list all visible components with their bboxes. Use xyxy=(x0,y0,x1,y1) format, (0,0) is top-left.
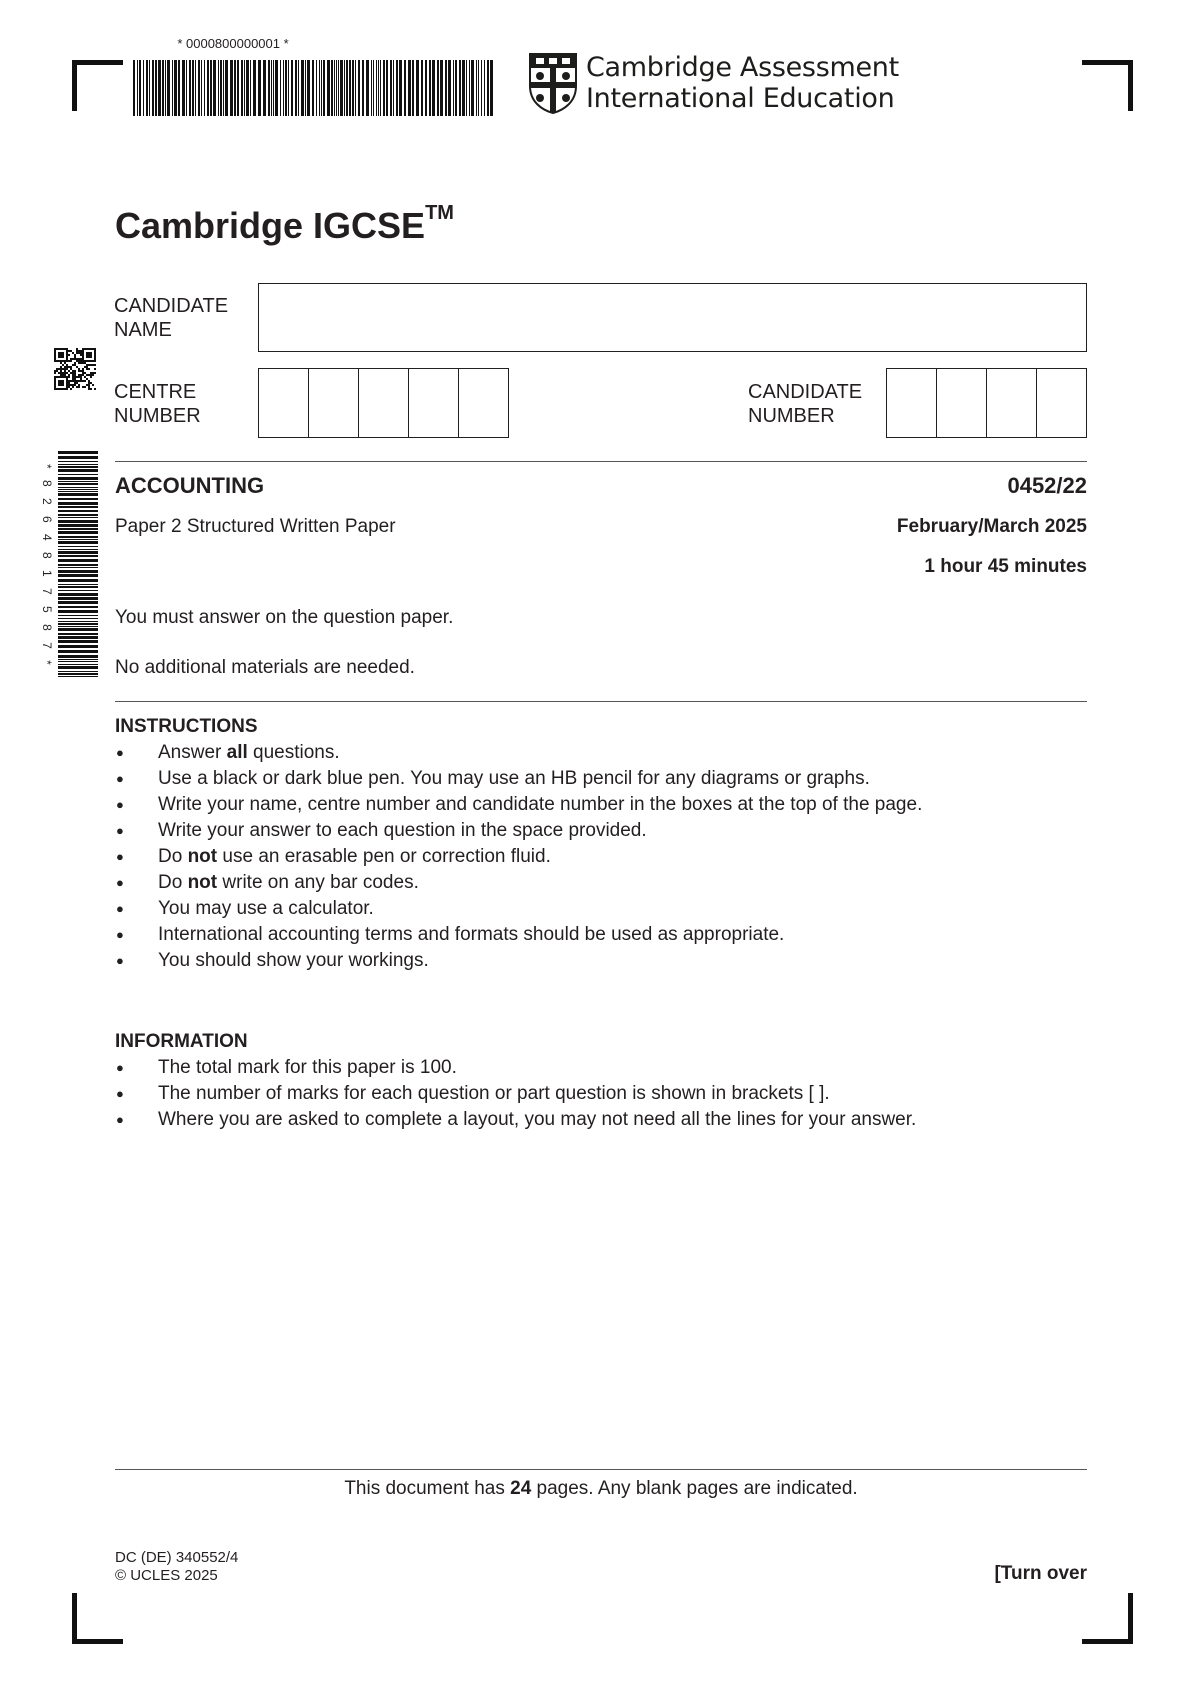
top-barcode xyxy=(133,60,495,116)
centre-number-box[interactable] xyxy=(259,369,309,437)
instructions-heading: INSTRUCTIONS xyxy=(115,716,258,737)
subject-title: ACCOUNTING xyxy=(115,473,265,498)
candidate-number-box[interactable] xyxy=(937,369,987,437)
turn-over-label: [Turn over xyxy=(994,1563,1087,1584)
information-list xyxy=(115,1055,1087,1133)
centre-number-box[interactable] xyxy=(459,369,508,437)
candidate-number-field[interactable] xyxy=(886,368,1087,438)
centre-number-box[interactable] xyxy=(359,369,409,437)
logo-line-2: International Education xyxy=(586,83,895,114)
document-code: DC (DE) 340552/4 xyxy=(115,1549,239,1566)
page-count: 24 xyxy=(510,1478,532,1499)
candidate-number-box[interactable] xyxy=(987,369,1037,437)
instruction-item: ● Write your name, centre number and candidate number in the boxes at the top of the page. xyxy=(115,792,1087,818)
candidate-number-box[interactable] xyxy=(887,369,937,437)
logo-line-1: Cambridge Assessment xyxy=(586,52,899,83)
syllabus-code: 0452/22 xyxy=(1007,473,1087,498)
paper-title: Paper 2 Structured Written Paper xyxy=(115,516,396,537)
answer-on-paper-note: You must answer on the question paper. xyxy=(115,607,454,628)
instruction-item: ● International accounting terms and formats should be used as appropriate. xyxy=(115,922,1087,948)
information-item: ● The number of marks for each question or part question is shown in brackets [ ]. xyxy=(115,1081,1087,1107)
instruction-item: ● Write your answer to each question in the space provided. xyxy=(115,818,1087,844)
qr-code-icon xyxy=(54,348,96,390)
information-item: ● Where you are asked to complete a layout, you may not need all the lines for your answer. xyxy=(115,1107,1087,1133)
copyright: © UCLES 2025 xyxy=(115,1567,218,1584)
candidate-number-label: CANDIDATE NUMBER xyxy=(748,381,863,427)
barcode-number: * 0000800000001 * xyxy=(177,36,289,51)
candidate-number-box[interactable] xyxy=(1037,369,1086,437)
instruction-item: ● You may use a calculator. xyxy=(115,896,1087,922)
divider xyxy=(115,1469,1087,1470)
instruction-item: ● Do not use an erasable pen or correction fluid. xyxy=(115,844,1087,870)
instruction-item: ● Use a black or dark blue pen. You may use an HB pencil for any diagrams or graphs. xyxy=(115,766,1087,792)
centre-number-label: CENTRE NUMBER xyxy=(114,381,201,427)
instructions-list xyxy=(115,740,1087,974)
cambridge-crest-icon xyxy=(528,52,578,114)
corner-mark-bottom-right xyxy=(1082,1593,1133,1644)
information-heading: INFORMATION xyxy=(115,1031,248,1052)
materials-note: No additional materials are needed. xyxy=(115,657,415,678)
centre-number-field[interactable] xyxy=(258,368,509,438)
qualification-title: Cambridge IGCSE™ xyxy=(115,202,454,246)
candidate-name-label: CANDIDATE NAME xyxy=(114,295,229,341)
exam-session: February/March 2025 xyxy=(896,516,1087,537)
corner-mark-top-right xyxy=(1082,60,1133,111)
document-code-block xyxy=(115,1549,238,1585)
page-count-note: This document has 24 pages. Any blank pages are indicated. xyxy=(344,1478,858,1499)
divider xyxy=(115,461,1087,462)
instruction-item: ● Do not write on any bar codes. xyxy=(115,870,1087,896)
centre-number-box[interactable] xyxy=(309,369,359,437)
corner-mark-bottom-left xyxy=(72,1593,123,1644)
information-item: ● The total mark for this paper is 100. xyxy=(115,1055,1087,1081)
centre-number-box[interactable] xyxy=(409,369,459,437)
divider xyxy=(115,701,1087,702)
exam-duration: 1 hour 45 minutes xyxy=(924,556,1087,577)
instruction-item: ● Answer all questions. xyxy=(115,740,1087,766)
candidate-name-field[interactable] xyxy=(258,283,1087,352)
side-barcode-number: * 8 2 6 4 8 1 7 5 8 7 * xyxy=(40,463,54,669)
instruction-item: ● You should show your workings. xyxy=(115,948,1087,974)
corner-mark-top-left xyxy=(72,60,123,111)
trademark-symbol: TM xyxy=(425,202,454,224)
cambridge-logo xyxy=(528,52,899,114)
